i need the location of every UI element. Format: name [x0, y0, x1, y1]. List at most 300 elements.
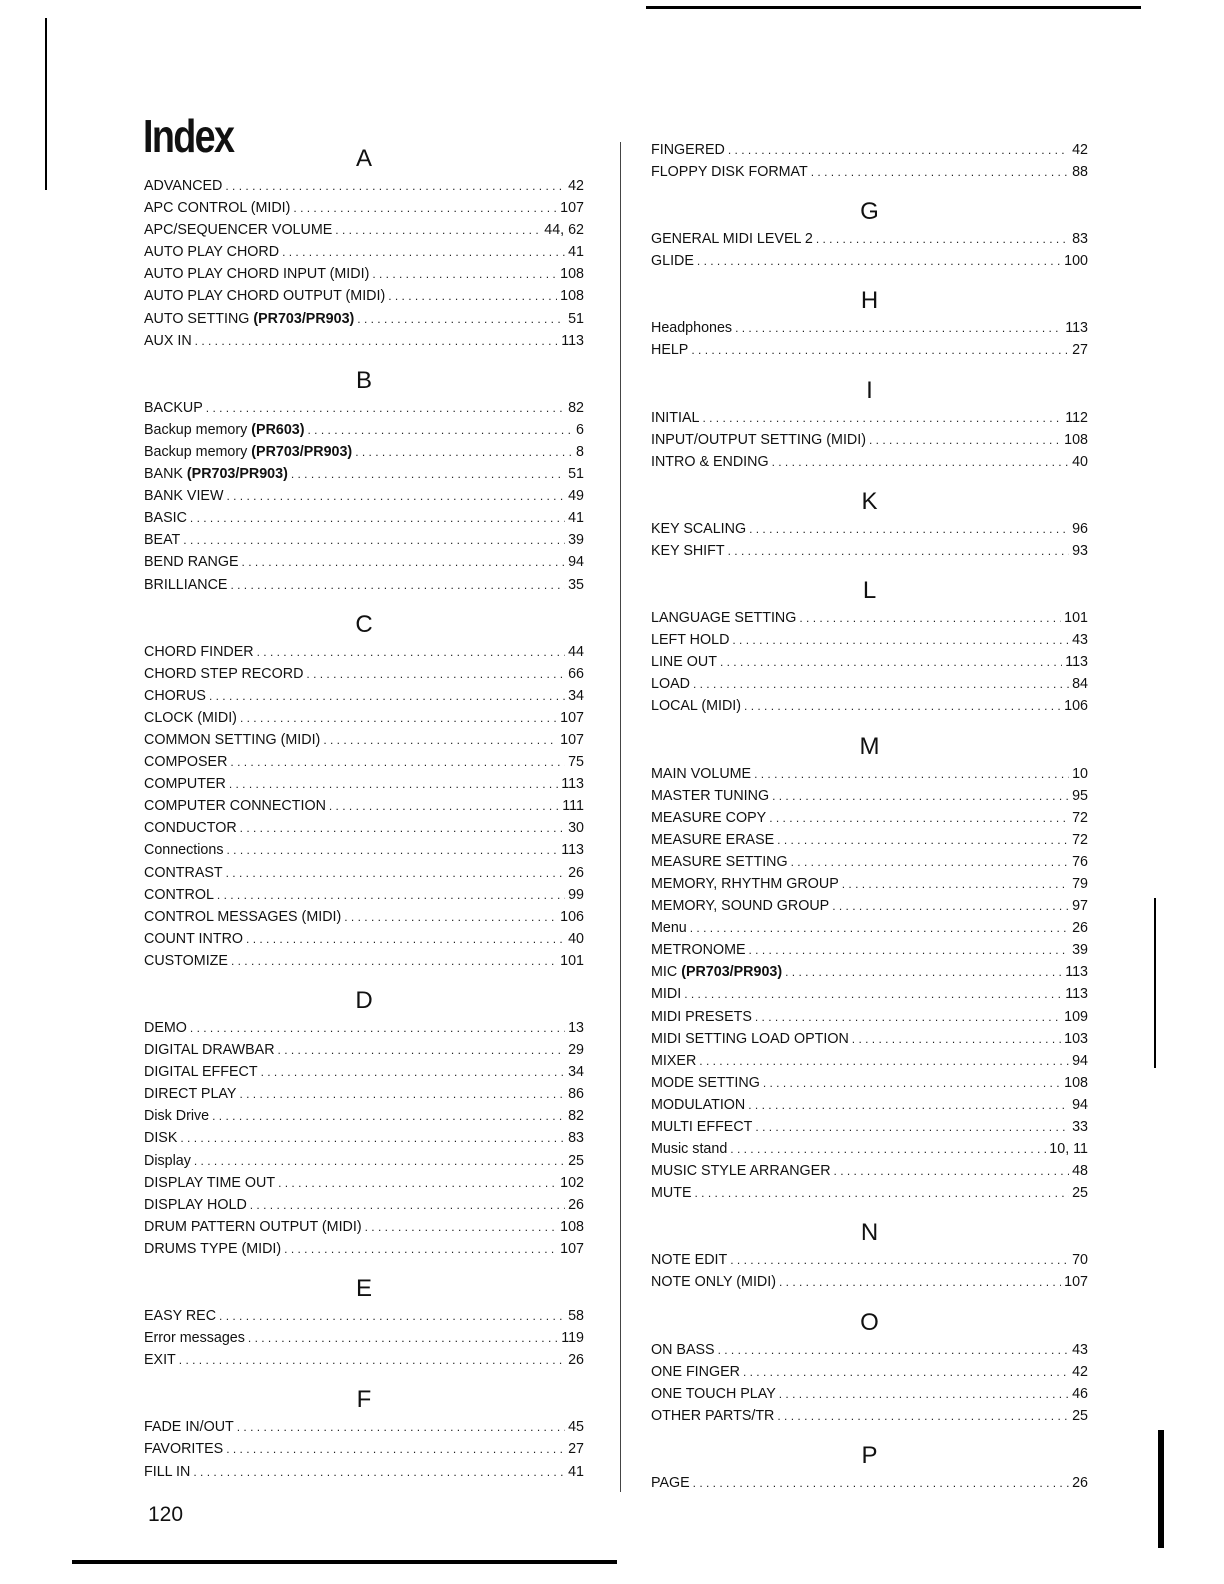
index-section-b — [144, 364, 584, 596]
entry-page: 26 — [568, 1196, 584, 1213]
dot-leader — [728, 139, 1069, 161]
entry-term: FLOPPY DISK FORMAT — [651, 164, 808, 181]
dot-leader — [693, 1472, 1069, 1494]
bottom-rule — [72, 1560, 617, 1564]
dot-leader — [193, 1461, 565, 1483]
dot-leader — [695, 1182, 1070, 1204]
dot-leader — [732, 629, 1069, 651]
entry-term: Menu — [651, 920, 687, 937]
entry-page: 106 — [560, 908, 584, 925]
entry-page: 72 — [1072, 831, 1088, 848]
entry-page: 82 — [568, 399, 584, 416]
entry-term: BANK (PR703/PR903) — [144, 466, 288, 483]
index-entry — [651, 763, 1088, 785]
dot-leader — [293, 197, 557, 219]
entry-page: 95 — [1072, 787, 1088, 804]
entry-page: 45 — [568, 1419, 584, 1436]
index-entry — [144, 241, 584, 263]
index-entry — [651, 895, 1088, 917]
dot-leader — [306, 663, 565, 685]
index-entry — [144, 1461, 584, 1483]
entry-term: MODULATION — [651, 1096, 746, 1113]
entry-term: FAVORITES — [144, 1441, 224, 1458]
entry-term: OTHER PARTS/TR — [651, 1407, 775, 1424]
dot-leader — [697, 250, 1061, 272]
entry-page: 94 — [1072, 1096, 1088, 1113]
index-entry — [144, 551, 584, 573]
dot-leader — [728, 540, 1069, 562]
entry-page: 42 — [1072, 1363, 1088, 1380]
index-entry — [651, 673, 1088, 695]
index-entry — [144, 308, 584, 330]
entry-term: MASTER TUNING — [651, 787, 770, 804]
index-entry — [144, 463, 584, 485]
dot-leader — [690, 917, 1069, 939]
index-entry — [651, 829, 1088, 851]
index-section-d — [144, 984, 584, 1260]
top-rule — [646, 6, 1141, 9]
entry-page: 72 — [1072, 809, 1088, 826]
entry-page: 83 — [568, 1130, 584, 1147]
section-letter: D — [355, 987, 373, 1014]
index-section-continued — [651, 139, 1088, 183]
entry-term: DEMO — [144, 1020, 187, 1036]
dot-leader — [718, 1339, 1070, 1361]
entry-term: PAGE — [651, 1474, 690, 1491]
dot-leader — [278, 1172, 557, 1194]
entry-page: 46 — [1072, 1385, 1088, 1402]
entry-term: MEMORY, RHYTHM GROUP — [651, 875, 839, 892]
index-entry — [144, 906, 584, 928]
entry-term: DRUMS TYPE (MIDI) — [144, 1240, 282, 1257]
index-entry — [651, 518, 1088, 540]
entry-page: 10 — [1072, 765, 1088, 782]
section-gap — [144, 596, 584, 608]
index-entry — [651, 1249, 1088, 1271]
dot-leader — [226, 862, 565, 884]
entry-page: 26 — [568, 864, 584, 881]
entry-term: EXIT — [144, 1352, 176, 1369]
dot-leader — [179, 1349, 565, 1371]
index-entry — [651, 1271, 1088, 1293]
entry-page: 41 — [568, 510, 584, 527]
entry-term: GLIDE — [651, 253, 694, 270]
entry-page: 75 — [568, 754, 584, 771]
entry-term: BASIC — [144, 510, 187, 527]
entry-term: DIGITAL EFFECT — [144, 1064, 258, 1081]
index-section-e — [144, 1272, 584, 1371]
section-gap — [651, 362, 1088, 374]
entry-page: 26 — [1072, 920, 1088, 937]
index-entry — [144, 685, 584, 707]
entry-term: COMMON SETTING (MIDI) — [144, 731, 321, 748]
entry-page: 51 — [568, 310, 584, 327]
entry-page: 58 — [568, 1308, 584, 1325]
index-entry — [144, 1061, 584, 1083]
entry-term: ONE TOUCH PLAY — [651, 1385, 776, 1402]
section-letter: P — [861, 1441, 878, 1469]
dot-leader — [749, 939, 1070, 961]
left-margin-rule — [45, 18, 47, 190]
index-entry — [651, 161, 1088, 183]
entry-term: FADE IN/OUT — [144, 1419, 234, 1436]
index-entry — [144, 1172, 584, 1194]
entry-term: AUTO PLAY CHORD OUTPUT (MIDI) — [144, 288, 386, 305]
entry-term: MIXER — [651, 1052, 697, 1069]
index-entry — [651, 1050, 1088, 1072]
dot-leader — [329, 795, 559, 817]
index-entry — [144, 928, 584, 950]
index-entry — [651, 1405, 1088, 1427]
dot-leader — [777, 829, 1069, 851]
index-entry — [651, 1138, 1088, 1160]
section-gap — [651, 1427, 1088, 1439]
entry-term: Backup memory (PR703/PR903) — [144, 443, 353, 460]
entry-term: INTRO & ENDING — [651, 453, 769, 470]
page-title: Index — [143, 109, 234, 162]
dot-leader — [323, 729, 557, 751]
entry-page: 40 — [1072, 453, 1088, 470]
dot-leader — [190, 1017, 565, 1039]
index-entry — [651, 629, 1088, 651]
entry-page: 34 — [568, 687, 584, 704]
entry-page: 76 — [1072, 853, 1088, 870]
index-entry — [651, 607, 1088, 629]
dot-leader — [749, 518, 1069, 540]
dot-leader — [282, 241, 565, 263]
dot-leader — [720, 651, 1062, 673]
entry-page: 66 — [568, 665, 584, 682]
right-edge-bar — [1158, 1430, 1164, 1548]
index-entry — [651, 807, 1088, 829]
index-column-right — [651, 139, 1088, 1494]
dot-leader — [239, 1083, 565, 1105]
dot-leader — [278, 1039, 566, 1061]
dot-leader — [772, 451, 1070, 473]
entry-term: NOTE ONLY (MIDI) — [651, 1274, 776, 1291]
dot-leader — [308, 419, 574, 441]
index-entry — [651, 651, 1088, 673]
entry-term: MUSIC STYLE ARRANGER — [651, 1163, 831, 1180]
section-letter: K — [861, 487, 878, 515]
entry-page: 101 — [560, 952, 584, 969]
entry-term: LEFT HOLD — [651, 632, 730, 649]
entry-term: COMPUTER — [144, 776, 226, 793]
dot-leader — [754, 763, 1069, 785]
entry-page: 70 — [1072, 1252, 1088, 1269]
index-entry — [144, 729, 584, 751]
entry-page: 25 — [1072, 1407, 1088, 1424]
index-entry — [651, 1361, 1088, 1383]
index-entry — [651, 917, 1088, 939]
index-entry — [651, 983, 1088, 1005]
index-entry — [144, 1327, 584, 1349]
index-entry — [144, 839, 584, 861]
entry-term: DISPLAY TIME OUT — [144, 1174, 276, 1191]
index-section-a — [144, 142, 584, 352]
entry-term: KEY SHIFT — [651, 542, 725, 559]
entry-page: 107 — [560, 709, 584, 726]
index-section-l — [651, 574, 1088, 717]
entry-page: 33 — [1072, 1119, 1088, 1135]
index-entry — [651, 873, 1088, 895]
section-gap — [144, 972, 584, 984]
index-entry — [651, 1383, 1088, 1405]
entry-page: 107 — [560, 731, 584, 748]
index-column-left — [144, 142, 584, 1483]
dot-leader — [231, 950, 557, 972]
index-entry — [651, 1182, 1088, 1204]
index-entry — [144, 707, 584, 729]
entry-page: 43 — [1072, 1341, 1088, 1358]
index-section-m — [651, 730, 1088, 1205]
index-entry — [651, 1472, 1088, 1494]
entry-page: 35 — [568, 576, 584, 593]
index-section-n — [651, 1216, 1088, 1293]
entry-term: DRUM PATTERN OUTPUT (MIDI) — [144, 1218, 362, 1235]
entry-page: 26 — [568, 1352, 584, 1369]
entry-term: MIDI PRESETS — [651, 1008, 752, 1025]
dot-leader — [730, 1138, 1046, 1160]
index-entry — [144, 751, 584, 773]
entry-page: 102 — [560, 1174, 584, 1191]
entry-term: Backup memory (PR603) — [144, 421, 305, 438]
dot-leader — [237, 1416, 565, 1438]
entry-term: CONDUCTOR — [144, 820, 237, 837]
dot-leader — [190, 507, 565, 529]
entry-term: DIGITAL DRAWBAR — [144, 1042, 275, 1059]
entry-page: 119 — [561, 1330, 584, 1347]
entry-term: MUTE — [651, 1185, 692, 1202]
entry-page: 100 — [1064, 253, 1088, 270]
entry-term: CONTROL MESSAGES (MIDI) — [144, 908, 342, 925]
index-entry — [651, 451, 1088, 473]
entry-term: COMPOSER — [144, 754, 228, 771]
entry-term: BEND RANGE — [144, 554, 239, 571]
dot-leader — [702, 407, 1062, 429]
section-letter: C — [355, 610, 373, 638]
entry-page: 29 — [568, 1042, 584, 1059]
entry-term: CLOCK (MIDI) — [144, 709, 237, 726]
entry-page: 109 — [1064, 1008, 1088, 1025]
index-entry — [651, 1339, 1088, 1361]
entry-model-note: (PR703/PR903) — [253, 310, 355, 327]
index-entry — [144, 219, 584, 241]
entry-term: BRILLIANCE — [144, 576, 228, 593]
section-gap — [651, 562, 1088, 574]
index-entry — [144, 285, 584, 307]
index-entry — [144, 485, 584, 507]
entry-page: 25 — [568, 1152, 584, 1169]
entry-term: MODE SETTING — [651, 1074, 760, 1091]
entry-page: 40 — [568, 930, 584, 947]
section-gap — [144, 352, 584, 364]
entry-term: MIC (PR703/PR903) — [651, 964, 783, 981]
entry-page: 49 — [568, 488, 584, 505]
entry-term: MIDI SETTING LOAD OPTION — [651, 1030, 849, 1047]
index-entry — [144, 884, 584, 906]
dot-leader — [693, 673, 1069, 695]
entry-term: BANK VIEW — [144, 488, 224, 505]
entry-term: AUTO PLAY CHORD — [144, 244, 280, 261]
dot-leader — [684, 983, 1062, 1005]
entry-term: LOAD — [651, 676, 690, 693]
entry-term: MAIN VOLUME — [651, 765, 752, 782]
entry-term: CUSTOMIZE — [144, 952, 228, 969]
entry-page: 42 — [1072, 142, 1088, 158]
section-letter: G — [860, 198, 879, 226]
entry-model-note: (PR603) — [251, 421, 305, 438]
index-entry — [651, 540, 1088, 562]
entry-term: METRONOME — [651, 942, 746, 959]
index-entry — [144, 175, 584, 197]
index-entry — [651, 317, 1088, 339]
entry-term: HELP — [651, 342, 689, 359]
index-entry — [651, 1116, 1088, 1138]
index-entry — [144, 529, 584, 551]
dot-leader — [777, 1405, 1069, 1427]
dot-leader — [257, 641, 565, 663]
entry-page: 96 — [1072, 520, 1088, 537]
index-entry — [144, 1194, 584, 1216]
entry-term: CHORUS — [144, 687, 206, 704]
dot-leader — [194, 1150, 565, 1172]
dot-leader — [229, 773, 558, 795]
index-entry — [144, 197, 584, 219]
dot-leader — [284, 1238, 557, 1260]
index-entry — [651, 407, 1088, 429]
section-letter: A — [355, 145, 372, 172]
index-entry — [144, 574, 584, 596]
entry-page: 8 — [576, 443, 584, 460]
dot-leader — [183, 529, 565, 551]
entry-term: ON BASS — [651, 1341, 715, 1358]
page-number: 120 — [148, 1503, 184, 1526]
right-margin-rule — [1154, 898, 1156, 1068]
entry-page: 13 — [568, 1020, 584, 1036]
entry-page: 113 — [1065, 654, 1088, 671]
index-entry — [144, 1438, 584, 1460]
section-letter: O — [860, 1308, 879, 1336]
dot-leader — [772, 785, 1069, 807]
section-gap — [651, 1294, 1088, 1306]
index-entry — [144, 1127, 584, 1149]
dot-leader — [763, 1072, 1061, 1094]
entry-page: 88 — [1072, 164, 1088, 181]
dot-leader — [242, 551, 566, 573]
section-letter: M — [859, 732, 880, 760]
entry-page: 113 — [1065, 964, 1088, 981]
index-entry — [651, 429, 1088, 451]
entry-page: 94 — [1072, 1052, 1088, 1069]
dot-leader — [248, 1327, 558, 1349]
section-letter: L — [862, 577, 877, 605]
dot-leader — [212, 1105, 565, 1127]
index-entry — [144, 817, 584, 839]
entry-term: FINGERED — [651, 142, 725, 158]
entry-page: 34 — [568, 1064, 584, 1081]
dot-leader — [226, 485, 565, 507]
dot-leader — [335, 219, 541, 241]
dot-leader — [246, 928, 565, 950]
index-entry — [144, 1216, 584, 1238]
entry-term: LOCAL (MIDI) — [651, 698, 742, 715]
index-entry — [651, 1028, 1088, 1050]
section-gap — [651, 718, 1088, 730]
section-letter: B — [355, 366, 372, 394]
dot-leader — [240, 707, 557, 729]
dot-leader — [744, 695, 1061, 717]
dot-leader — [779, 1383, 1069, 1405]
index-entry — [144, 441, 584, 463]
dot-leader — [869, 429, 1061, 451]
entry-page: 39 — [1072, 942, 1088, 959]
entry-term: LINE OUT — [651, 654, 717, 671]
section-letter: H — [860, 287, 879, 315]
entry-page: 44, 62 — [544, 222, 584, 239]
index-entry — [651, 695, 1088, 717]
entry-page: 113 — [1065, 320, 1088, 337]
entry-page: 94 — [568, 554, 584, 571]
index-entry — [144, 1083, 584, 1105]
entry-term: EASY REC — [144, 1308, 217, 1325]
section-letter: I — [866, 376, 873, 404]
dot-leader — [832, 895, 1069, 917]
entry-term: MEMORY, SOUND GROUP — [651, 898, 830, 915]
index-entry — [144, 1017, 584, 1039]
index-entry — [144, 795, 584, 817]
index-entry — [651, 1094, 1088, 1116]
entry-term: Error messages — [144, 1330, 245, 1347]
entry-term: LANGUAGE SETTING — [651, 610, 797, 627]
entry-term: MULTI EFFECT — [651, 1119, 753, 1135]
dot-leader — [180, 1127, 565, 1149]
dot-leader — [834, 1160, 1070, 1182]
entry-term: CHORD FINDER — [144, 643, 254, 660]
entry-model-note: (PR703/PR903) — [186, 466, 288, 483]
entry-term: MEASURE COPY — [651, 809, 767, 826]
entry-term: BACKUP — [144, 399, 203, 416]
index-entry — [651, 1072, 1088, 1094]
index-entry — [651, 250, 1088, 272]
entry-page: 101 — [1064, 610, 1088, 627]
entry-page: 83 — [1072, 231, 1088, 248]
entry-page: 79 — [1072, 875, 1088, 892]
entry-page: 113 — [561, 776, 584, 793]
entry-page: 107 — [560, 200, 584, 217]
dot-leader — [769, 807, 1069, 829]
section-gap — [651, 272, 1088, 284]
entry-page: 82 — [568, 1108, 584, 1125]
index-entry — [651, 961, 1088, 983]
index-entry — [144, 641, 584, 663]
index-entry — [144, 330, 584, 352]
entry-page: 108 — [560, 288, 584, 305]
section-gap — [651, 1204, 1088, 1216]
entry-model-note: (PR703/PR903) — [681, 964, 783, 981]
dot-leader — [226, 1438, 565, 1460]
entry-page: 108 — [560, 266, 584, 283]
entry-term: KEY SCALING — [651, 520, 747, 537]
dot-leader — [372, 263, 557, 285]
dot-leader — [357, 308, 565, 330]
entry-term: Headphones — [651, 320, 733, 337]
index-entry — [144, 397, 584, 419]
dot-leader — [791, 851, 1069, 873]
dot-leader — [785, 961, 1062, 983]
index-entry — [144, 1238, 584, 1260]
index-section-c — [144, 608, 584, 972]
